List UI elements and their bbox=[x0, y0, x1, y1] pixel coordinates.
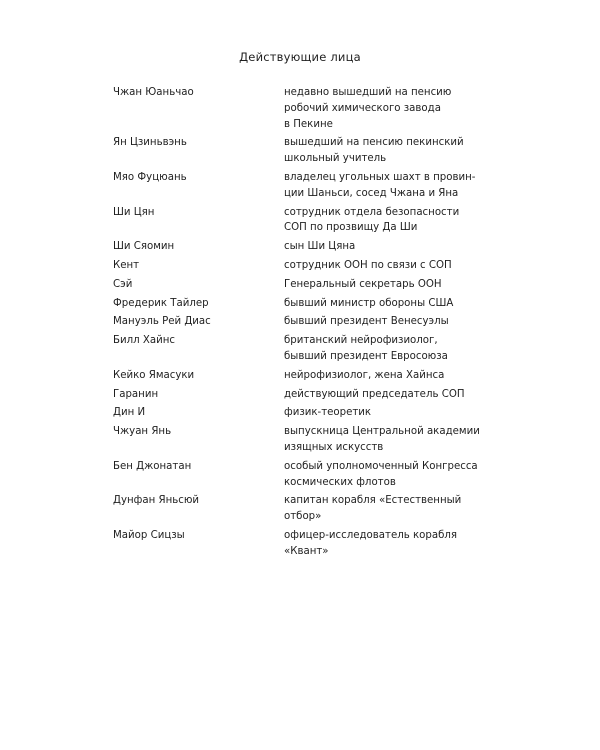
character-name: Ян Цзиньвэнь bbox=[113, 137, 187, 149]
character-name: Ши Цян bbox=[113, 206, 155, 218]
character-description bbox=[284, 170, 513, 202]
character-row bbox=[113, 528, 513, 560]
character-row bbox=[113, 387, 513, 403]
character-name: Кент bbox=[113, 259, 140, 271]
description-line: капитан корабля «Естественный bbox=[284, 495, 462, 507]
description-line: выпускница Центральной академии bbox=[284, 426, 480, 438]
character-description bbox=[284, 333, 513, 365]
character-name: Сэй bbox=[113, 278, 133, 290]
description-line: школьный учитель bbox=[284, 153, 387, 165]
description-line: нейрофизиолог, жена Хайнса bbox=[284, 369, 445, 381]
character-row bbox=[113, 135, 513, 167]
character-description bbox=[284, 314, 513, 330]
character-row bbox=[113, 258, 513, 274]
description-line: «Квант» bbox=[284, 545, 329, 557]
description-line: сын Ши Цяна bbox=[284, 241, 356, 253]
character-description bbox=[284, 528, 513, 560]
character-name: Мануэль Рей Диас bbox=[113, 316, 211, 328]
character-name: Мяо Фуцюань bbox=[113, 171, 187, 183]
character-description bbox=[284, 387, 513, 403]
description-line: офицер-исследователь корабля bbox=[284, 529, 458, 541]
character-row bbox=[113, 85, 513, 132]
character-name: Ши Сяомин bbox=[113, 241, 175, 253]
character-description bbox=[284, 405, 513, 421]
character-row bbox=[113, 493, 513, 525]
description-line: физик-теоретик bbox=[284, 407, 372, 419]
page-title: Действующие лица bbox=[239, 50, 361, 64]
character-description bbox=[284, 135, 513, 167]
character-name: Чжан Юаньчао bbox=[113, 87, 194, 98]
description-line: отбор» bbox=[284, 511, 322, 523]
description-line: британский нейрофизиолог, bbox=[284, 335, 438, 347]
character-description bbox=[284, 85, 513, 132]
character-description bbox=[284, 459, 513, 491]
character-list bbox=[113, 85, 513, 563]
description-line: изящных искусств bbox=[284, 441, 384, 453]
character-row bbox=[113, 368, 513, 384]
character-name: Гаранин bbox=[113, 388, 159, 400]
description-line: бывший министр обороны США bbox=[284, 297, 454, 309]
character-name: Майор Сицзы bbox=[113, 529, 185, 541]
description-line: СОП по прозвищу Да Ши bbox=[284, 222, 418, 234]
description-line: вышедший на пенсию пекинский bbox=[284, 137, 464, 149]
character-row bbox=[113, 239, 513, 255]
character-row bbox=[113, 405, 513, 421]
description-line: недавно вышедший на пенсию bbox=[284, 87, 452, 98]
character-row bbox=[113, 205, 513, 237]
character-row bbox=[113, 424, 513, 456]
description-line: сотрудник ООН по связи с СОП bbox=[284, 259, 452, 271]
description-line: действующий председатель СОП bbox=[284, 388, 465, 400]
character-name: Дин И bbox=[113, 407, 146, 419]
character-name: Чжуан Янь bbox=[113, 426, 172, 438]
character-description bbox=[284, 424, 513, 456]
character-row bbox=[113, 277, 513, 293]
character-name: Кейко Ямасуки bbox=[113, 369, 195, 381]
character-row bbox=[113, 314, 513, 330]
character-name: Фредерик Тайлер bbox=[113, 297, 209, 309]
description-line: в Пекине bbox=[284, 118, 333, 130]
description-line: космических флотов bbox=[284, 476, 396, 488]
character-name: Билл Хайнс bbox=[113, 335, 175, 347]
character-row bbox=[113, 296, 513, 312]
description-line: особый уполномоченный Конгресса bbox=[284, 460, 478, 472]
character-name: Бен Джонатан bbox=[113, 460, 192, 472]
character-row bbox=[113, 333, 513, 365]
character-row bbox=[113, 459, 513, 491]
character-description bbox=[284, 205, 513, 237]
description-line: владелец угольных шахт в провин- bbox=[284, 171, 476, 183]
description-line: бывший президент Евросоюза bbox=[284, 350, 448, 362]
character-description bbox=[284, 296, 513, 312]
description-line: бывший президент Венесуэлы bbox=[284, 316, 449, 328]
description-line: Генеральный секретарь ООН bbox=[284, 278, 442, 290]
character-name: Дунфан Яньсюй bbox=[113, 495, 200, 507]
character-description bbox=[284, 258, 513, 274]
description-line: робочий химического завода bbox=[284, 102, 441, 114]
description-line: ции Шаньси, сосед Чжана и Яна bbox=[284, 187, 459, 199]
description-line: сотрудник отдела безопасности bbox=[284, 206, 460, 218]
character-description bbox=[284, 493, 513, 525]
character-row bbox=[113, 170, 513, 202]
character-description bbox=[284, 239, 513, 255]
character-description bbox=[284, 368, 513, 384]
character-description bbox=[284, 277, 513, 293]
